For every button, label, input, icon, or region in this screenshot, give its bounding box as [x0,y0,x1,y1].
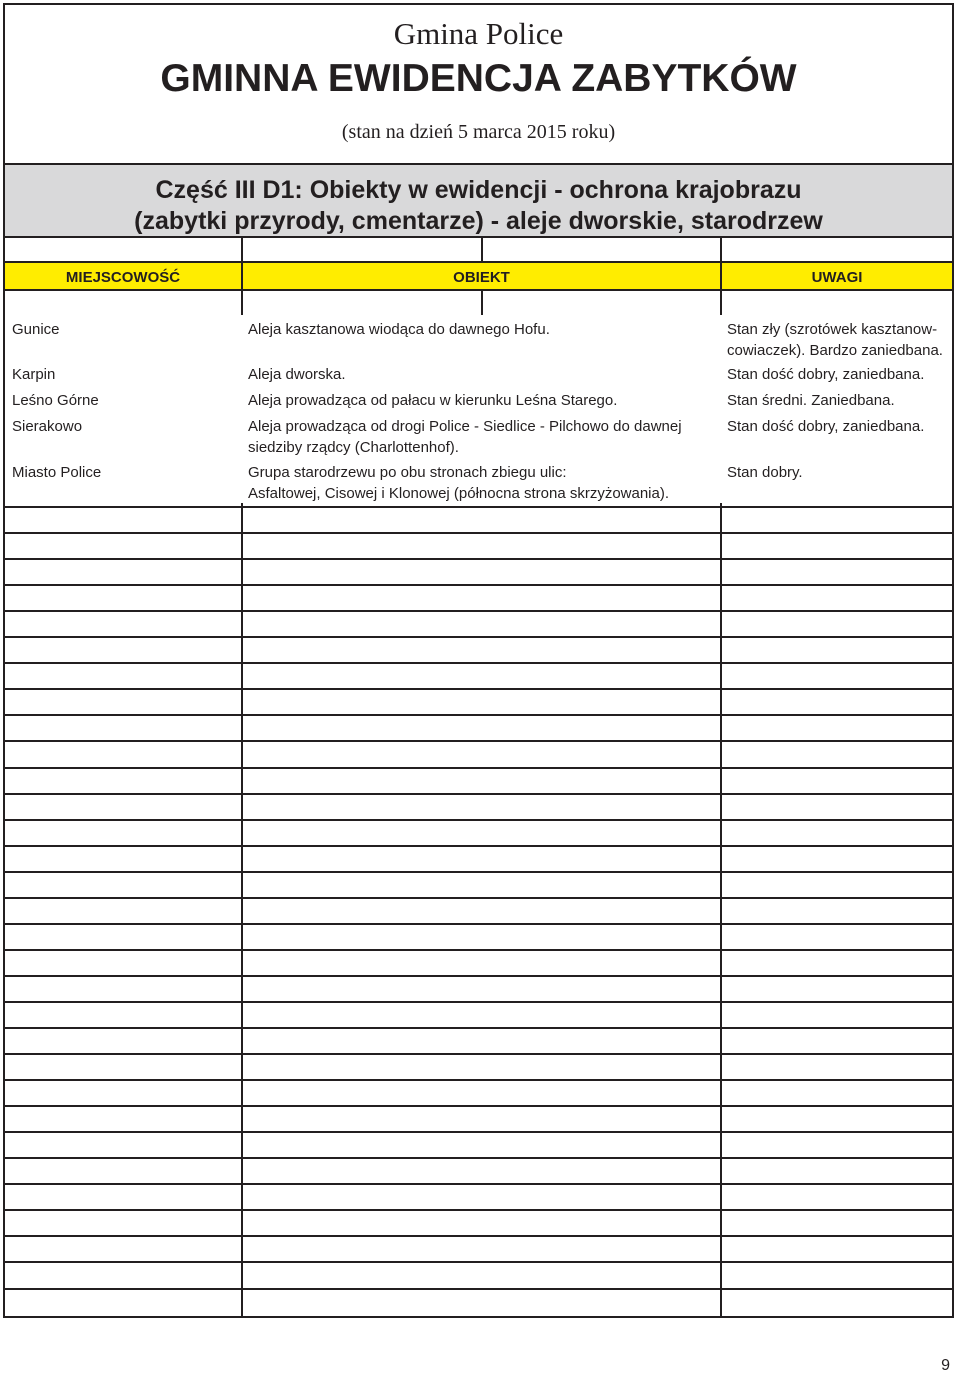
row-rule [5,845,952,847]
row-rule [5,793,952,795]
row-rule [5,506,952,508]
row-rule [5,636,952,638]
municipality-name: Gmina Police [393,16,564,51]
column-divider [241,238,243,261]
cell-remarks: Stan dość dobry, zaniedbana. [727,418,925,435]
row-rule [5,897,952,899]
cell-object: Aleja prowadząca od drogi Police - Siedlice - Pilchowo do dawnej [248,418,682,435]
row-rule [5,740,952,742]
cell-object: Aleja prowadząca od pałacu w kierunku Leśna Starego. [248,392,618,409]
row-rule [5,558,952,560]
cell-remarks: Stan średni. Zaniedbana. [727,392,895,409]
row-rule [5,1235,952,1237]
cell-place: Sierakowo [12,418,83,435]
row-rule [5,1157,952,1159]
column-divider [241,263,243,289]
section-title-line-1: Część III D1: Obiekty w ewidencji - ochrona krajobrazu [155,176,802,204]
column-divider [481,238,483,261]
cell-object: Aleja dworska. [248,366,346,383]
date-note: (stan na dzień 5 marca 2015 roku) [341,121,616,143]
column-header-object: OBIEKT [453,269,510,286]
row-rule [5,975,952,977]
document-header [5,5,952,163]
cell-remarks: Stan zły (szrotówek kasztanow- [727,321,938,338]
column-header-place: MIEJSCOWOŚĆ [65,269,181,286]
cell-remarks: Stan dość dobry, zaniedbana. [727,366,925,383]
section-heading [5,163,952,238]
column-divider [241,503,243,1316]
row-rule [5,1079,952,1081]
row-rule [5,1027,952,1029]
cell-object: siedziby rządcy (Charlottenhof). [248,439,459,456]
column-divider [720,238,722,261]
row-rule [5,1131,952,1133]
cell-remarks: Stan dobry. [727,464,803,481]
row-rule [5,819,952,821]
column-divider [720,503,722,1316]
row-rule [5,1288,952,1290]
row-rule [5,923,952,925]
table-header [5,261,952,291]
row-rule [5,532,952,534]
row-rule [5,1053,952,1055]
page-frame [3,3,954,1318]
column-header-remarks: UWAGI [811,269,863,286]
row-rule [5,871,952,873]
column-divider [720,291,722,315]
column-divider [481,291,483,315]
row-rule [5,688,952,690]
row-rule [5,584,952,586]
page-title: GMINNA EWIDENCJA ZABYTKÓW [160,57,797,100]
row-rule [5,1001,952,1003]
row-rule [5,1183,952,1185]
cell-object: Asfaltowej, Cisowej i Klonowej (północna strona skrzyżowania). [248,485,670,502]
row-rule [5,949,952,951]
cell-object: Grupa starodrzewu po obu stronach zbiegu ulic: [248,464,567,481]
row-rule [5,714,952,716]
cell-place: Gunice [12,321,60,338]
row-rule [5,662,952,664]
row-rule [5,610,952,612]
section-title-line-2: (zabytki przyrody, cmentarze) - aleje dworskie, starodrzew [134,207,823,235]
row-rule [5,1105,952,1107]
cell-place: Leśno Górne [12,392,99,409]
row-rule [5,767,952,769]
column-divider [720,263,722,289]
cell-object: Aleja kasztanowa wiodąca do dawnego Hofu. [248,321,550,338]
row-rule [5,1209,952,1211]
cell-place: Miasto Police [12,464,102,481]
cell-remarks: cowiaczek). Bardzo zaniedbana. [727,342,943,359]
cell-place: Karpin [12,366,56,383]
row-rule [5,1261,952,1263]
page-number: 9 [941,1357,950,1374]
column-divider [241,291,243,315]
